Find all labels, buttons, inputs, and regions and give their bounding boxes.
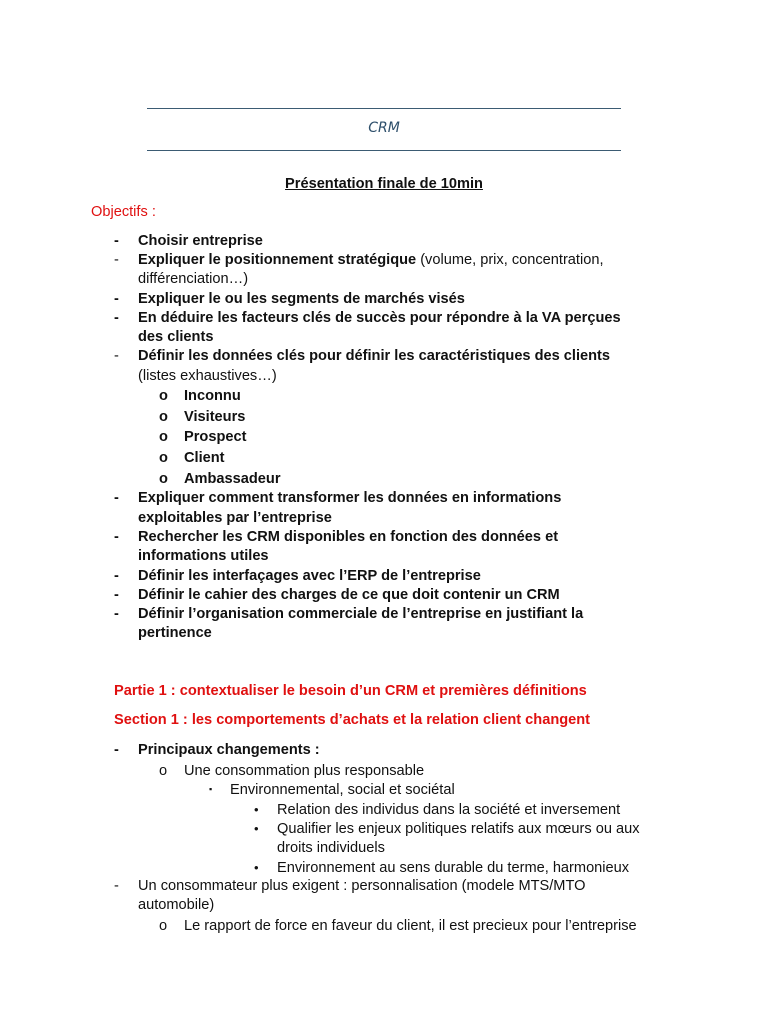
header-title: CRM: [368, 120, 400, 136]
part-heading: Partie 1 : contextualiser le besoin d’un CRM et premières définitions: [114, 683, 587, 699]
circle-marker: o: [159, 409, 168, 425]
objective-continuation: exploitables par l’entreprise: [138, 510, 332, 526]
dash-marker: -: [114, 878, 119, 894]
objective-item: [138, 251, 658, 271]
section-heading: Section 1 : les comportements d’achats et la relation client changent: [114, 712, 591, 728]
objective-bold-text: Expliquer le positionnement stratégique: [138, 252, 417, 268]
change-detail-continuation: droits individuels: [277, 840, 385, 856]
objective-continuation: (listes exhaustives…): [138, 368, 277, 384]
header-bottom-rule: [147, 150, 621, 151]
sub-item: Visiteurs: [184, 409, 246, 425]
dash-marker: -: [114, 606, 119, 622]
sub-item: Ambassadeur: [184, 471, 281, 487]
objective-continuation: différenciation…): [138, 271, 249, 287]
change-detail: Qualifier les enjeux politiques relatifs aux mœurs ou aux: [277, 821, 640, 837]
objective-item: Définir le cahier des charges de ce que doit contenir un CRM: [138, 587, 560, 603]
document-title: Présentation finale de 10min: [285, 176, 483, 192]
dash-marker: -: [114, 490, 119, 506]
dash-marker: -: [114, 252, 119, 268]
change-subitem: Environnemental, social et sociétal: [230, 782, 455, 798]
circle-marker: o: [159, 918, 168, 934]
sub-item: Client: [184, 450, 225, 466]
objective-continuation: informations utiles: [138, 548, 269, 564]
objective-item: Définir les données clés pour définir les caractéristiques des clients: [138, 348, 611, 364]
circle-marker: o: [159, 388, 168, 404]
dash-marker: -: [114, 291, 119, 307]
circle-marker: o: [159, 763, 168, 779]
objective-item: Expliquer le ou les segments de marchés visés: [138, 291, 465, 307]
change-item-continuation: automobile): [138, 897, 215, 913]
objective-item: Définir les interfaçages avec l’ERP de l’entreprise: [138, 568, 481, 584]
change-detail: Relation des individus dans la société et inversement: [277, 802, 621, 818]
dash-marker: -: [114, 587, 119, 603]
circle-marker: o: [159, 450, 168, 466]
bullet-marker: •: [254, 860, 259, 875]
objective-continuation: des clients: [138, 329, 214, 345]
dash-marker: -: [114, 568, 119, 584]
dash-marker: -: [114, 233, 119, 249]
dash-marker: -: [114, 742, 119, 758]
changes-heading: Principaux changements :: [138, 742, 320, 758]
objective-item: Définir l’organisation commerciale de l’entreprise en justifiant la: [138, 606, 584, 622]
dash-marker: -: [114, 529, 119, 545]
dash-marker: -: [114, 348, 119, 364]
sub-item: Prospect: [184, 429, 247, 445]
dash-marker: -: [114, 310, 119, 326]
bullet-marker: •: [254, 802, 259, 817]
objective-item: Choisir entreprise: [138, 233, 263, 249]
objective-item: Expliquer comment transformer les données en informations: [138, 490, 562, 506]
objective-continuation: pertinence: [138, 625, 212, 641]
square-bullet-marker: ▪: [209, 784, 213, 794]
objective-rest-text: (volume, prix, concentration,: [416, 252, 604, 268]
objective-item: Rechercher les CRM disponibles en fonction des données et: [138, 529, 559, 545]
circle-marker: o: [159, 471, 168, 487]
change-subitem: Le rapport de force en faveur du client, il est precieux pour l’entreprise: [184, 918, 637, 934]
sub-item: Inconnu: [184, 388, 241, 404]
change-item: Un consommateur plus exigent : personnalisation (modele MTS/MTO: [138, 878, 586, 894]
bullet-marker: •: [254, 821, 259, 836]
change-item: Une consommation plus responsable: [184, 763, 425, 779]
header-top-rule: [147, 108, 621, 109]
objectifs-label: Objectifs :: [91, 204, 156, 220]
objective-item: En déduire les facteurs clés de succès pour répondre à la VA perçues: [138, 310, 621, 326]
circle-marker: o: [159, 429, 168, 445]
change-detail: Environnement au sens durable du terme, harmonieux: [277, 860, 630, 876]
